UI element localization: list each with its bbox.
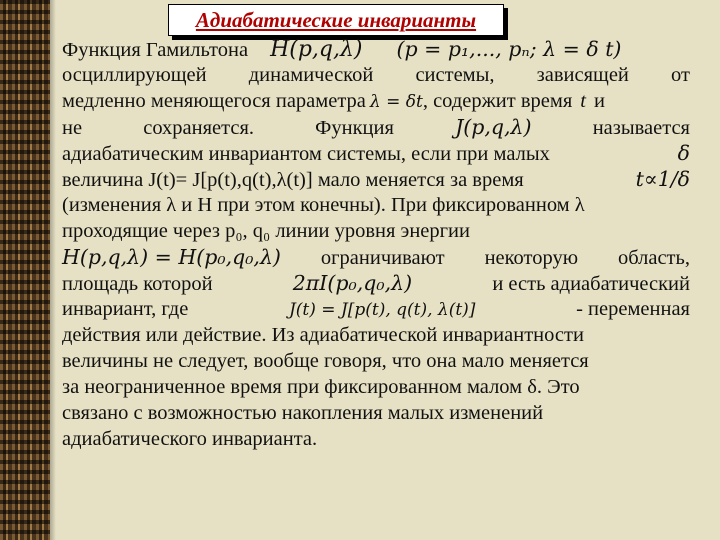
text-segment: t [580, 90, 586, 112]
text-segment: не [62, 117, 83, 139]
text-segment: называется [592, 117, 690, 139]
text-line-15 [62, 400, 690, 426]
text-line-12 [62, 322, 690, 348]
formula-definitions: (p = p₁,..., pₙ; λ = δ t) [396, 37, 622, 61]
text-line-8 [62, 218, 690, 244]
text-segment: системы, [415, 64, 495, 86]
text-line-4 [62, 114, 690, 140]
text-segment: сохраняется. [143, 117, 255, 139]
text-line-1 [62, 36, 690, 62]
text-segment: связано с возможностью накопления малых изменений [62, 402, 544, 424]
formula-energy-level: H(p,q,λ) = H(p₀,q₀,λ) [62, 245, 281, 269]
text-segment: осциллирующей [62, 64, 207, 86]
text-segment: площадь которой [62, 273, 213, 295]
text-segment: действия или действие. Из адиабатической инвариантности [62, 324, 584, 346]
text-segment: ограничивают [320, 247, 445, 269]
text-segment: величина J(t)= J[p(t),q(t),λ(t)] мало меняется за время [62, 169, 524, 191]
text-line-3 [62, 88, 690, 114]
slide-body-text [62, 36, 690, 452]
text-segment: и есть адиабатический [492, 273, 690, 295]
text-line-10 [62, 270, 690, 296]
text-segment: величины не следует, вообще говоря, что она мало меняется [62, 350, 589, 372]
text-segment: Функция [315, 117, 394, 139]
formula-action: J(p,q,λ) [455, 115, 532, 139]
text-segment: Функция Гамильтона [62, 39, 249, 61]
text-segment: динамической [248, 64, 374, 86]
text-line-2 [62, 62, 690, 88]
formula-area: 2πI(p₀,q₀,λ) [292, 271, 413, 295]
text-line-13 [62, 348, 690, 374]
text-segment: область, [617, 247, 690, 269]
decorative-left-strip [0, 0, 50, 540]
text-line-16 [62, 426, 690, 452]
slide-title-box [168, 4, 504, 36]
text-segment: инвариант, где [62, 298, 189, 320]
text-line-9 [62, 244, 690, 270]
text-segment: - переменная [576, 298, 690, 320]
text-segment: адиабатического инварианта. [62, 428, 318, 450]
text-segment: от [671, 64, 690, 86]
text-line-11 [62, 296, 690, 322]
formula-time-scale: t∝1/δ [635, 167, 690, 191]
formula-delta: δ [677, 141, 690, 165]
formula-action-variable: J(t) = J[p(t), q(t), λ(t)] [288, 300, 476, 320]
text-segment: некоторую [484, 247, 579, 269]
text-segment: проходящие через p₀, q₀ линии уровня энергии [62, 220, 470, 242]
text-segment: адиабатическим инвариантом системы, если при малых [62, 143, 550, 165]
formula-hamiltonian: H(p,q,λ) [270, 37, 363, 62]
text-segment: зависящей [536, 64, 629, 86]
slide-title: Адиабатические инварианты [195, 7, 477, 32]
text-line-6 [62, 166, 690, 192]
text-segment: (изменения λ и H при этом конечны). При фиксированном λ [62, 194, 585, 216]
strip-shadow [50, 0, 56, 540]
text-segment: , содержит время [422, 90, 573, 112]
text-line-7 [62, 192, 690, 218]
text-line-14 [62, 374, 690, 400]
formula-lambda: λ = δt [369, 92, 423, 112]
text-line-5 [62, 140, 690, 166]
text-segment: за неограниченное время при фиксированном малом δ. Это [62, 376, 580, 398]
text-segment: и [593, 90, 605, 112]
text-segment: медленно меняющегося параметра [62, 90, 366, 112]
